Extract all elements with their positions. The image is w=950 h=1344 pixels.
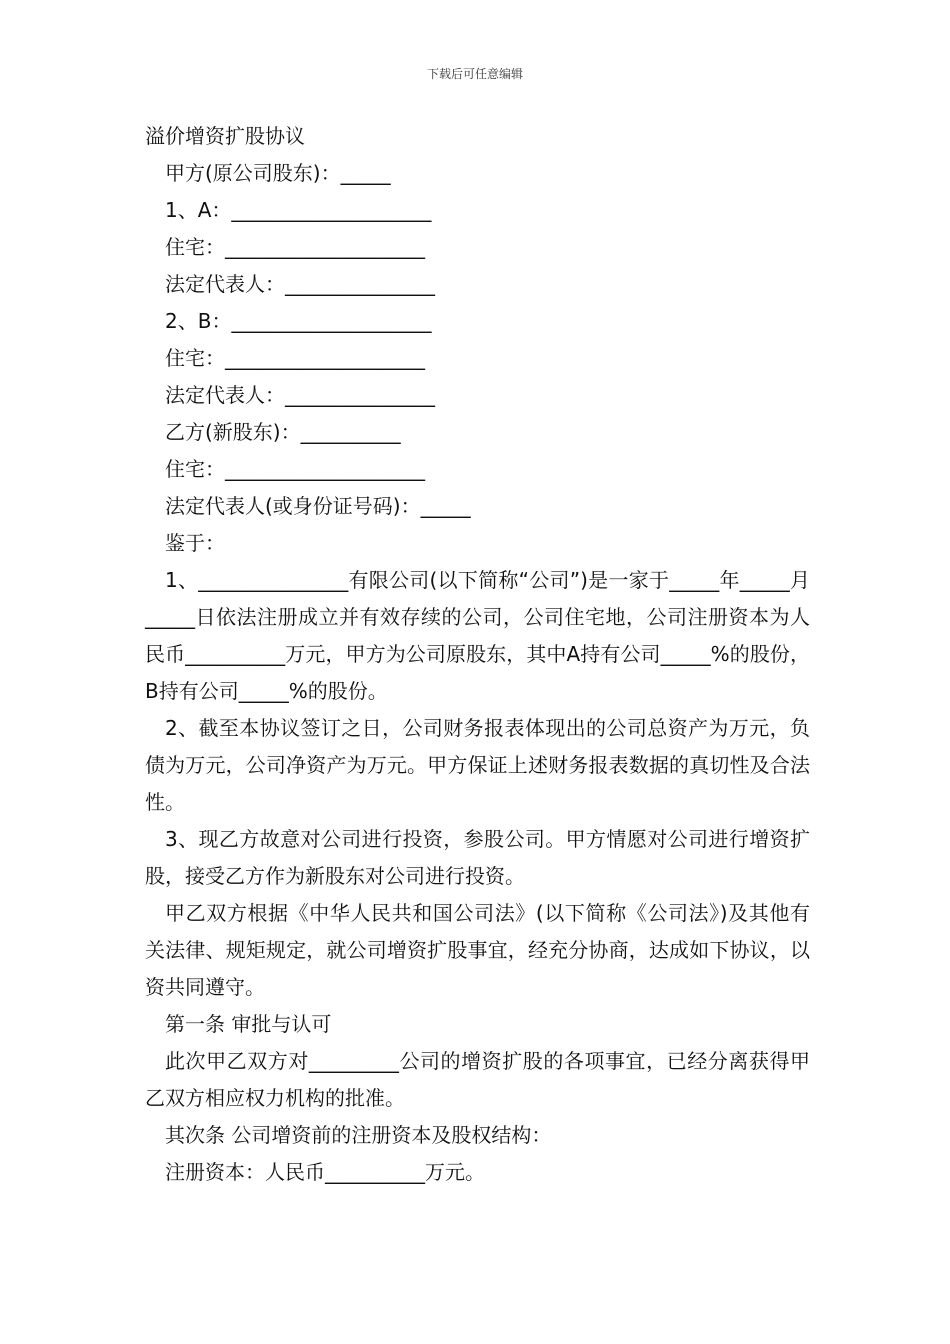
article-1-body: 此次甲乙双方对_________公司的增资扩股的各项事宜，已经分离获得甲乙双方相应权力机构的批准。	[145, 1049, 810, 1110]
page-header: 下载后可任意编辑	[426, 67, 523, 81]
article-2-heading: 其次条 公司增资前的注册资本及股权结构：	[165, 1123, 552, 1147]
party-a-a-legal-rep: 法定代表人：_______________	[165, 272, 435, 296]
party-b-residence: 住宅：____________________	[165, 457, 425, 481]
document-title: 溢价增资扩股协议	[145, 124, 305, 148]
whereas-heading: 鉴于：	[165, 531, 225, 555]
party-a-b-legal-rep: 法定代表人：_______________	[165, 383, 435, 407]
article-1-heading: 第一条 审批与认可	[165, 1012, 332, 1036]
agreement-document	[145, 118, 810, 1191]
whereas-clause-1: 1、_______________有限公司(以下简称“公司”)是一家于_____年_____月 _____日依法注册成立并有效存续的公司，公司住宅地，公司注册资本为人民币__________万元，甲方为公司原股东，其中A持有公司_____%的股份，B持有公司_____%的股份。	[145, 568, 810, 703]
agreement-preamble: 甲乙双方根据《中华人民共和国公司法》(以下简称《公司法》)及其他有关法律、规矩规定，就公司增资扩股事宜，经充分协商，达成如下协议，以资共同遵守。	[145, 901, 810, 999]
party-a-heading: 甲方(原公司股东)：_____	[165, 161, 391, 185]
whereas-clause-3: 3、现乙方故意对公司进行投资，参股公司。甲方情愿对公司进行增资扩股，接受乙方作为新股东对公司进行投资。	[145, 827, 810, 888]
party-a-shareholder-a: 1、A：____________________	[165, 198, 432, 222]
party-b-heading: 乙方(新股东)：__________	[165, 420, 401, 444]
article-2-registered-capital: 注册资本：人民币__________万元。	[165, 1160, 485, 1184]
party-a-a-residence: 住宅：____________________	[165, 235, 425, 259]
party-a-shareholder-b: 2、B：____________________	[165, 309, 432, 333]
whereas-clause-2: 2、截至本协议签订之日，公司财务报表体现出的公司总资产为万元，负债为万元，公司净资产为万元。甲方保证上述财务报表数据的真切性及合法性。	[145, 716, 810, 814]
party-b-legal-rep: 法定代表人(或身份证号码)：_____	[165, 494, 471, 518]
party-a-b-residence: 住宅：____________________	[165, 346, 425, 370]
